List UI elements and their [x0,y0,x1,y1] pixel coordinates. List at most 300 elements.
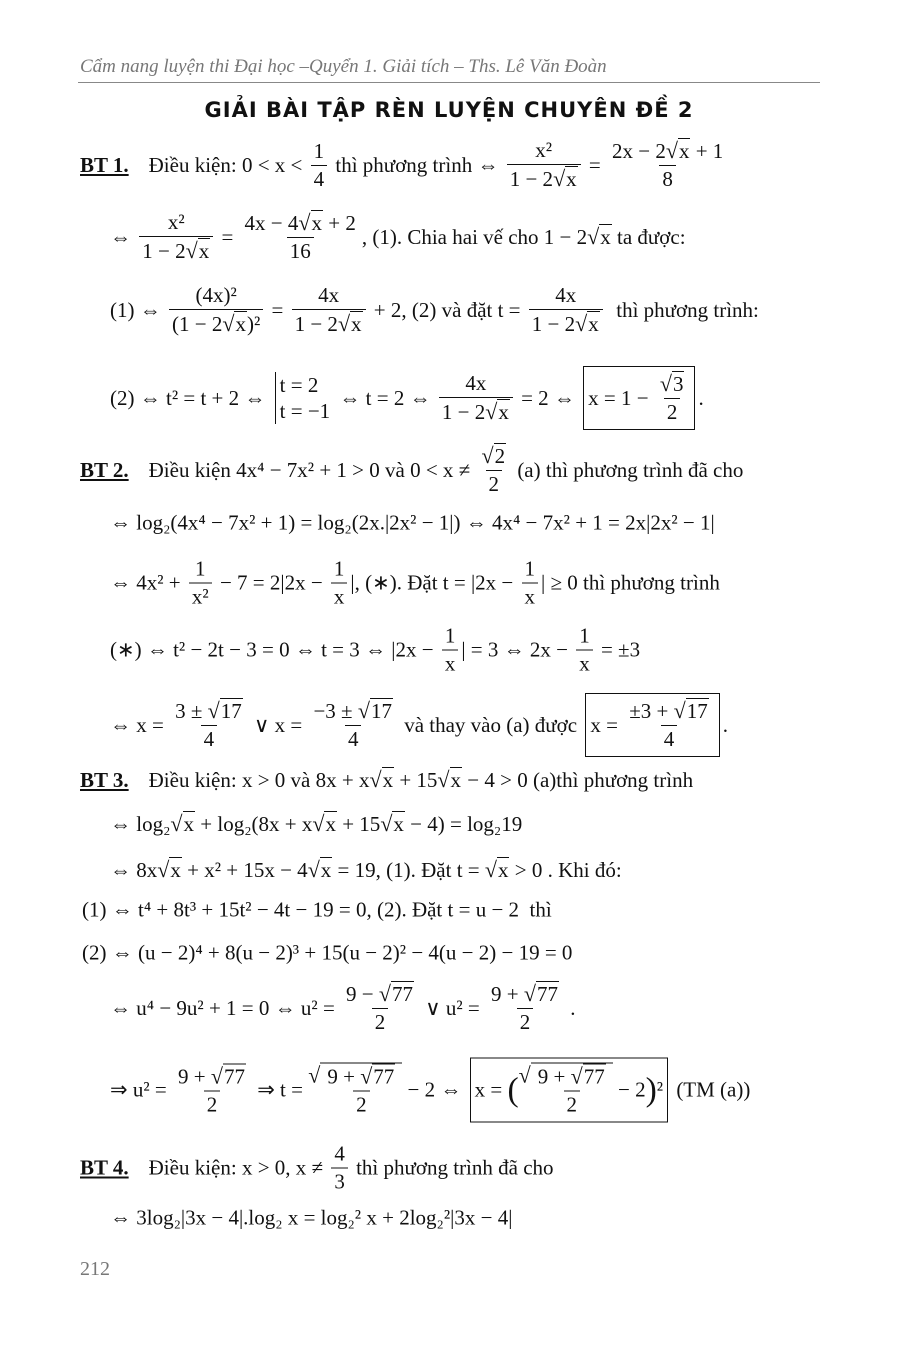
big-parenthesis: ( [507,1071,519,1109]
math-text: ta được: [611,224,686,249]
square-root [674,698,709,724]
radical-sign: √ [484,857,497,882]
denominator [442,650,459,677]
radicand [536,981,559,1007]
exercise-label: BT 4. [80,1155,129,1180]
math-text: 4 [334,1141,345,1166]
math-text: thì phương trình ⇔ [330,152,504,177]
numerator [310,698,395,725]
radical-sign: √ [378,981,391,1006]
math-text: )² [246,312,261,336]
radicand [183,811,196,837]
math-text: (4x)² [195,283,237,307]
math-text: ⇔ log₂(4x⁴ − 7x² + 1) = log₂(2x.|2x² − 1|) ⇔ 4x⁴ − 7x² + 1 = 2x|2x² − 1| [110,510,715,535]
running-header: Cẩm nang luyện thi Đại học –Quyển 1. Giải tích – Ths. Lê Văn Đoàn [80,56,607,77]
numerator [343,981,417,1008]
header-divider [78,82,820,83]
math-text: 2 [666,400,678,424]
square-root [170,811,195,837]
math-text: 2 [374,1010,386,1034]
fraction [343,981,417,1035]
math-text: ⇔ u⁴ − 9u² + 1 = 0 ⇔ u² = [110,995,341,1020]
math-line [82,898,552,923]
numerator [242,210,359,237]
denominator [311,165,328,192]
math-text: −3 ± [313,699,358,723]
radicand [450,767,463,793]
math-text: 2x − 2 [612,139,666,163]
math-text: và thay vào (a) được [398,712,583,737]
math-text: x = 1 − [588,385,654,410]
system-row [280,398,331,424]
fraction [442,624,459,677]
fraction [529,283,603,337]
math-text: + 15 [336,811,381,836]
math-text: 4 [313,166,325,191]
square-root [571,1064,606,1090]
math-text: (TM (a)) [671,1077,751,1102]
math-text: = 19, (1). Đặt t = [332,857,485,882]
math-text: (∗) ⇔ t² − 2t − 3 = 0 ⇔ t = 3 ⇔ |2x − [110,637,439,662]
square-root [208,698,243,724]
radicand [391,981,414,1007]
radical-sign: √ [357,698,370,723]
square-root [575,311,600,337]
square-root [519,1063,613,1118]
numerator [172,698,246,725]
fraction [189,557,212,610]
numerator [478,443,509,470]
fraction [310,698,395,752]
radicand [392,811,405,837]
math-line [80,1142,554,1195]
math-text: x [170,858,181,882]
math-text: ∨ x = [248,712,308,737]
radical-sign: √ [665,138,678,163]
math-text: 8 [662,167,673,191]
square-root [360,1064,395,1090]
radicand [497,857,510,883]
fraction [522,557,539,610]
radicand [198,238,211,264]
math-text: 2 [356,1092,367,1117]
math-text: + log₂(8x + x [195,811,313,836]
math-text: | = 3 ⇔ 2x − [461,637,574,662]
radical-sign: √ [360,1063,373,1089]
fraction [535,1064,609,1118]
math-text: x = [474,1077,508,1102]
exercise-label: BT 1. [80,152,129,177]
math-text: − 2 [612,1077,646,1102]
math-text: 16 [289,239,311,263]
math-text: 17 [686,699,708,723]
math-text: 77 [392,982,413,1006]
math-text: x² [535,138,553,162]
math-text: 1 − 2 [509,167,554,191]
math-text: − 4 > 0 (a)thì phương trình [462,767,694,792]
math-text: x [579,651,590,676]
radicand [583,1064,606,1090]
math-text: x² [167,210,185,234]
math-text: 4 [203,727,215,751]
square-root [308,1063,402,1118]
math-text: x [450,768,462,792]
radical-sign: √ [380,811,393,836]
radicand [324,811,337,837]
math-line [110,693,728,757]
radicand [494,443,507,469]
fraction [242,210,359,264]
math-text: x = [590,712,624,737]
radical-sign: √ [485,399,498,424]
math-text: t = −1 [279,399,331,423]
math-text: (2) ⇔ (u − 2)⁴ + 8(u − 2)³ + 15(u − 2)² − 4(u − 2) − 19 = 0 [82,940,573,965]
square-root [369,767,394,793]
boxed-answer [585,693,719,757]
math-text: ⇔ t = 2 ⇔ [334,385,436,410]
math-text: + 1 [690,139,724,163]
radical-sign: √ [369,767,382,792]
numerator [165,210,188,236]
math-text: 1 − 2 [294,312,338,336]
square-root [298,210,323,236]
math-text: 17 [220,699,242,723]
math-text: x [498,400,509,424]
denominator [331,583,348,610]
denominator [287,237,314,264]
radicand [169,857,182,883]
math-text: Điều kiện: 0 < x < [148,152,308,177]
fraction [139,210,213,264]
math-text: x [351,312,362,336]
math-text: x [198,239,210,263]
radical-sign: √ [207,698,220,723]
math-text: x [183,812,195,836]
radical-sign: √ [659,371,672,396]
math-text: + x² + 15x − 4 [181,857,308,882]
fraction [324,1064,398,1118]
denominator [564,1091,581,1118]
radicand [382,767,395,793]
math-text: 9 + [327,1064,361,1089]
math-text: 77 [536,982,558,1006]
radical-sign: √ [157,857,170,882]
numerator [522,557,539,583]
square-root [380,811,405,837]
denominator [517,1008,534,1035]
math-text: − 2 ⇔ [402,1077,467,1102]
denominator [139,236,213,264]
numerator [331,1142,348,1168]
denominator [507,164,581,192]
math-text: |, (∗). Đặt t = |2x − [350,570,519,595]
math-line [80,138,729,192]
numerator [657,371,688,398]
fraction [478,443,509,497]
math-text: | ≥ 0 thì phương trình [541,570,720,595]
math-text: 9 + [491,982,524,1006]
math-text: (1) ⇔ t⁴ + 8t³ + 15t² − 4t − 19 = 0, (2). Đặt t = u − 2 thì [82,897,552,922]
math-text: x [600,225,611,249]
math-text: ±3 + [629,699,674,723]
math-text: = ±3 [595,637,641,662]
numerator [552,283,579,309]
math-text: 77 [223,1064,245,1088]
math-text: 77 [583,1064,605,1089]
radical-sign: √ [553,166,566,191]
math-text: 3 [672,372,684,396]
math-text: 4x − 4 [244,211,299,235]
math-text: x [320,858,332,882]
math-text: 77 [373,1064,395,1089]
math-text: ⇒ u² = [110,1077,172,1102]
math-line [110,811,522,837]
numerator [626,698,711,725]
fraction [169,283,263,337]
square-root [186,238,211,264]
square-root [308,857,333,883]
math-line [110,624,640,677]
fraction [507,138,581,192]
math-text: 1 − 2 [441,400,486,424]
math-text: (a) thì phương trình đã cho [512,457,744,482]
math-text: 1 [579,623,590,648]
math-text: − 7 = 2|2x − [214,570,328,595]
radical-sign: √ [170,811,183,836]
fraction [439,371,513,425]
math-line [110,1058,750,1123]
fraction [172,698,246,752]
fraction [488,981,562,1035]
math-text: x [393,812,404,836]
math-text: 1 [333,556,345,581]
square-root [481,443,506,469]
math-line [110,366,704,430]
radical-sign: √ [308,1062,321,1088]
radical-sign: √ [185,238,198,263]
numerator [175,1063,249,1090]
math-text: x [382,768,394,792]
math-text: x [497,858,509,882]
math-text: 1 − 2 [531,312,576,336]
denominator [529,309,603,337]
square-root [379,981,414,1007]
math-text: ⇒ t = [251,1077,309,1102]
math-text: x [444,651,456,676]
denominator [576,650,593,677]
numerator [442,624,459,650]
math-text: 1 [313,138,325,163]
denominator [353,1091,370,1118]
denominator [292,309,366,337]
radical-sign: √ [307,857,320,882]
system-row [280,372,331,398]
radicand [223,1063,246,1089]
math-line [82,941,572,966]
radical-sign: √ [210,1063,223,1088]
radicand [599,224,612,250]
math-text: 9 + [537,1064,571,1089]
math-text: (1) ⇔ [110,297,166,322]
math-text: x [588,312,599,336]
square-root [660,371,685,397]
numerator [331,557,348,583]
radical-sign: √ [570,1063,583,1089]
math-text: ⇔ log₂ [110,811,171,836]
math-text: x [235,312,246,336]
square-root [222,311,247,337]
denominator [661,725,678,752]
math-text: ⇔ 8x [110,857,158,882]
math-text: ² [656,1077,664,1102]
math-line [110,511,715,536]
radicand [311,210,324,236]
radicand [686,698,709,724]
square-root [485,857,510,883]
math-text: ⇔ 3log₂|3x − 4|.log₂ x = log₂² x + 2log₂²|3x − 4| [110,1205,513,1230]
equation-system [275,372,331,425]
math-text: (2) ⇔ t² = t + 2 ⇔ [110,385,271,410]
fraction [175,1063,249,1117]
numerator [532,138,555,164]
radical-sign: √ [575,311,588,336]
math-text: 1 [444,623,456,648]
radical-sign: √ [298,210,311,235]
math-text: 3 [334,1169,345,1194]
boxed-answer [583,366,695,430]
math-text: thì phương trình: [605,297,759,322]
math-text: 4x [318,283,340,307]
math-text: t = 2 [279,372,319,397]
radicand [234,311,247,337]
radicand [372,1064,395,1090]
math-line [80,443,743,497]
numerator [315,283,342,309]
square-root [666,138,691,164]
square-root [338,311,363,337]
boxed-answer [470,1058,668,1123]
numerator [535,1064,609,1091]
radicand [531,1063,613,1118]
radicand [320,1063,402,1118]
radicand [565,166,578,192]
numerator [192,283,239,309]
page-number: 212 [80,1258,110,1280]
radical-sign: √ [312,811,325,836]
math-text: ⇔ 4x² + [110,570,186,595]
math-text: . [722,712,728,737]
radical-sign: √ [518,1062,531,1088]
numerator [192,557,209,583]
math-text: thì phương trình đã cho [350,1155,554,1180]
math-text: 4x [465,371,487,395]
math-text: 4 [347,727,359,751]
square-root [358,698,393,724]
math-line [110,981,575,1035]
math-text: x [333,584,345,609]
math-text: + 15 [394,767,438,792]
math-text: Điều kiện 4x⁴ − 7x² + 1 > 0 và 0 < x ≠ [148,457,476,482]
math-text: ⇔ [110,224,137,249]
square-root [553,166,578,192]
square-root [211,1063,246,1089]
math-text: . [698,385,704,410]
math-text: = 2 ⇔ [515,385,581,410]
square-root [485,399,510,425]
radicand [497,399,510,425]
math-text: x² [191,584,209,609]
denominator [204,1090,221,1117]
denominator [664,398,681,425]
math-text: 4x [555,283,577,307]
denominator [331,1168,348,1195]
math-text: , (1). Chia hai vế cho 1 − 2 [361,224,588,249]
math-text: − 4) = log₂19 [404,811,523,836]
math-text: > 0 . Khi đó: [509,857,622,882]
numerator [311,139,328,165]
square-root [312,811,337,837]
square-root [587,224,612,250]
math-text: ∨ u² = [420,995,486,1020]
math-text: Điều kiện: x > 0 và 8x + x [148,767,370,792]
exercise-label: BT 2. [80,457,129,482]
denominator [486,470,503,497]
math-line [110,557,720,610]
square-root [524,981,559,1007]
fraction [292,283,366,337]
radicand [587,311,600,337]
fraction [311,139,328,192]
big-parenthesis: ) [645,1071,657,1109]
math-text: = [583,152,607,177]
math-text: + 2 [323,211,356,235]
radicand [220,698,243,724]
math-text: x [524,584,536,609]
fraction [609,138,726,192]
numerator [488,981,562,1008]
math-line [80,767,693,793]
math-text: x [311,211,322,235]
math-text: + 2, (2) và đặt t = [368,297,526,322]
math-text: ⇔ x = [110,712,170,737]
fraction [331,1142,348,1195]
radical-sign: √ [587,224,600,249]
math-text: 2 [519,1010,531,1034]
math-text: 2 [488,472,499,496]
square-root [157,857,182,883]
math-text: x [678,139,690,163]
exercise-label: BT 3. [80,767,129,792]
math-text: 2 [494,444,506,468]
denominator [659,165,676,192]
math-text: x [566,167,577,191]
numerator [324,1064,398,1091]
math-line [110,857,622,883]
math-text: 9 + [178,1064,211,1088]
math-line [110,1206,512,1231]
fraction [626,698,711,752]
radical-sign: √ [673,698,686,723]
radical-sign: √ [437,767,450,792]
numerator [609,138,726,165]
fraction [576,624,593,677]
math-text: 2 [566,1092,577,1117]
numerator [576,624,593,650]
math-text: (1 − 2 [172,312,223,336]
math-text: 1 − 2 [142,239,186,263]
page-title: GIẢI BÀI TẬP RÈN LUYỆN CHUYÊN ĐỀ 2 [204,98,694,122]
math-text: 17 [370,699,392,723]
